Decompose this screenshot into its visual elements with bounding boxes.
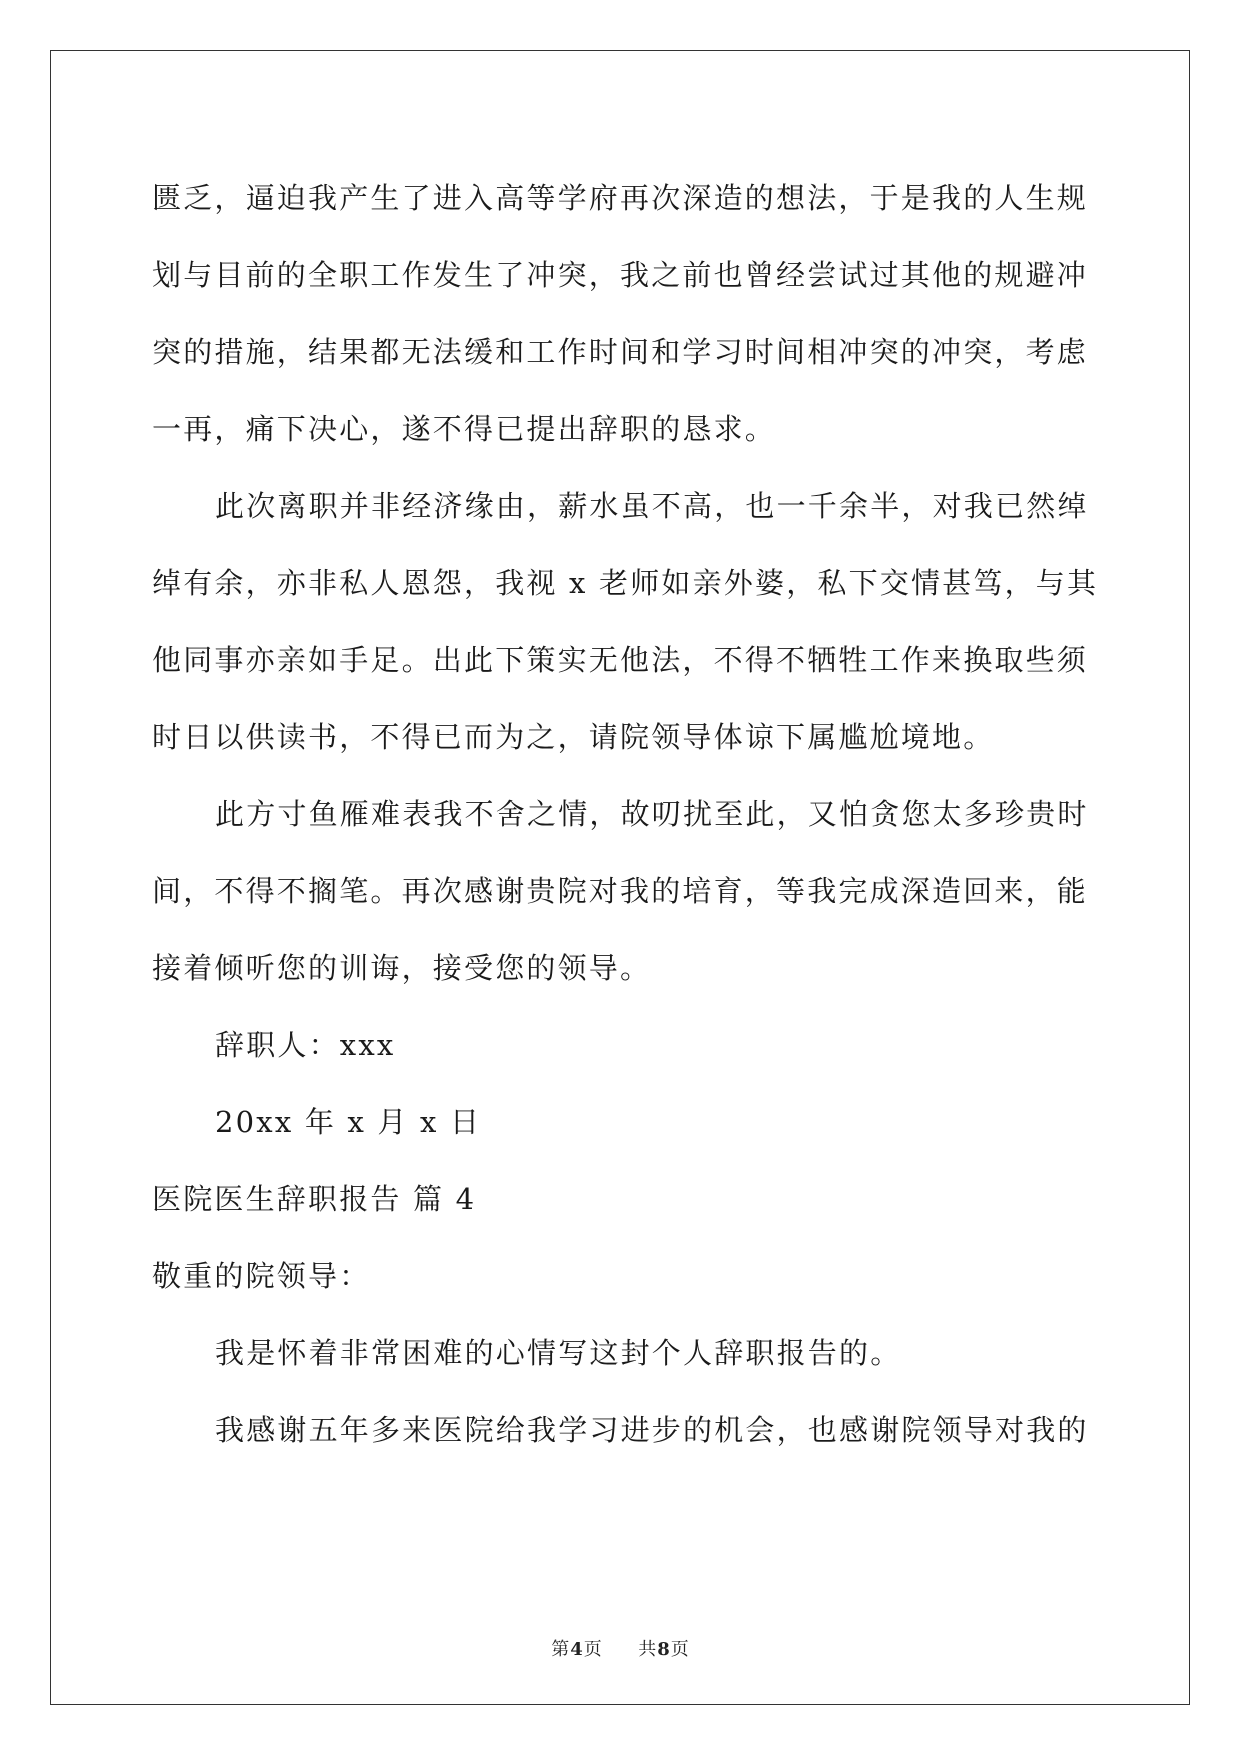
document-body — [152, 160, 1099, 1469]
total-suffix: 页 — [670, 1639, 690, 1660]
signature — [152, 1007, 1092, 1084]
salutation-text: 敬重的院领导： — [152, 1259, 371, 1293]
paragraph — [152, 776, 1092, 1007]
signature-name: 辞职人：xxx — [215, 1028, 396, 1062]
page-prefix: 第 — [551, 1639, 571, 1660]
total-prefix: 共 — [638, 1639, 658, 1660]
text-line: 间，不得不搁笔。再次感谢贵院对我的培育，等我完成深造回来，能 — [152, 874, 1089, 908]
paragraph — [152, 1392, 1092, 1469]
signature-date — [152, 1084, 1092, 1161]
text-line: 他同事亦亲如手足。出此下策实无他法，不得不牺牲工作来换取些须 — [152, 643, 1089, 677]
text-line: 我感谢五年多来医院给我学习进步的机会，也感谢院领导对我的 — [215, 1413, 1089, 1447]
heading-text: 医院医生辞职报告 篇 4 — [152, 1182, 477, 1216]
page-total — [638, 1639, 690, 1660]
paragraph — [152, 468, 1099, 776]
paragraph — [152, 1315, 1092, 1392]
page-footer — [0, 1635, 1241, 1661]
text-line: 突的措施，结果都无法缓和工作时间和学习时间相冲突的冲突，考虑 — [152, 335, 1089, 369]
page-suffix: 页 — [583, 1639, 603, 1660]
text-line: 绰有余，亦非私人恩怨，我视 x 老师如亲外婆，私下交情甚笃，与其 — [152, 566, 1099, 600]
text-line: 接着倾听您的训诲，接受您的领导。 — [152, 951, 652, 985]
text-line: 此方寸鱼雁难表我不舍之情，故叨扰至此，又怕贪您太多珍贵时 — [215, 797, 1089, 831]
current-page: 4 — [570, 1639, 584, 1660]
salutation — [152, 1238, 1092, 1315]
page-number — [551, 1639, 609, 1660]
text-line: 一再，痛下决心，遂不得已提出辞职的恳求。 — [152, 412, 777, 446]
text-line: 匮乏，逼迫我产生了进入高等学府再次深造的想法，于是我的人生规 — [152, 181, 1089, 215]
paragraph — [152, 160, 1092, 468]
date-line: 20xx 年 x 月 x 日 — [215, 1105, 482, 1139]
text-line: 此次离职并非经济缘由，薪水虽不高，也一千余半，对我已然绰 — [215, 489, 1089, 523]
section-heading — [152, 1161, 1092, 1238]
text-line: 时日以供读书，不得已而为之，请院领导体谅下属尴尬境地。 — [152, 720, 995, 754]
text-line: 划与目前的全职工作发生了冲突，我之前也曾经尝试过其他的规避冲 — [152, 258, 1089, 292]
text-line: 我是怀着非常困难的心情写这封个人辞职报告的。 — [215, 1336, 902, 1370]
total-pages: 8 — [657, 1639, 671, 1660]
